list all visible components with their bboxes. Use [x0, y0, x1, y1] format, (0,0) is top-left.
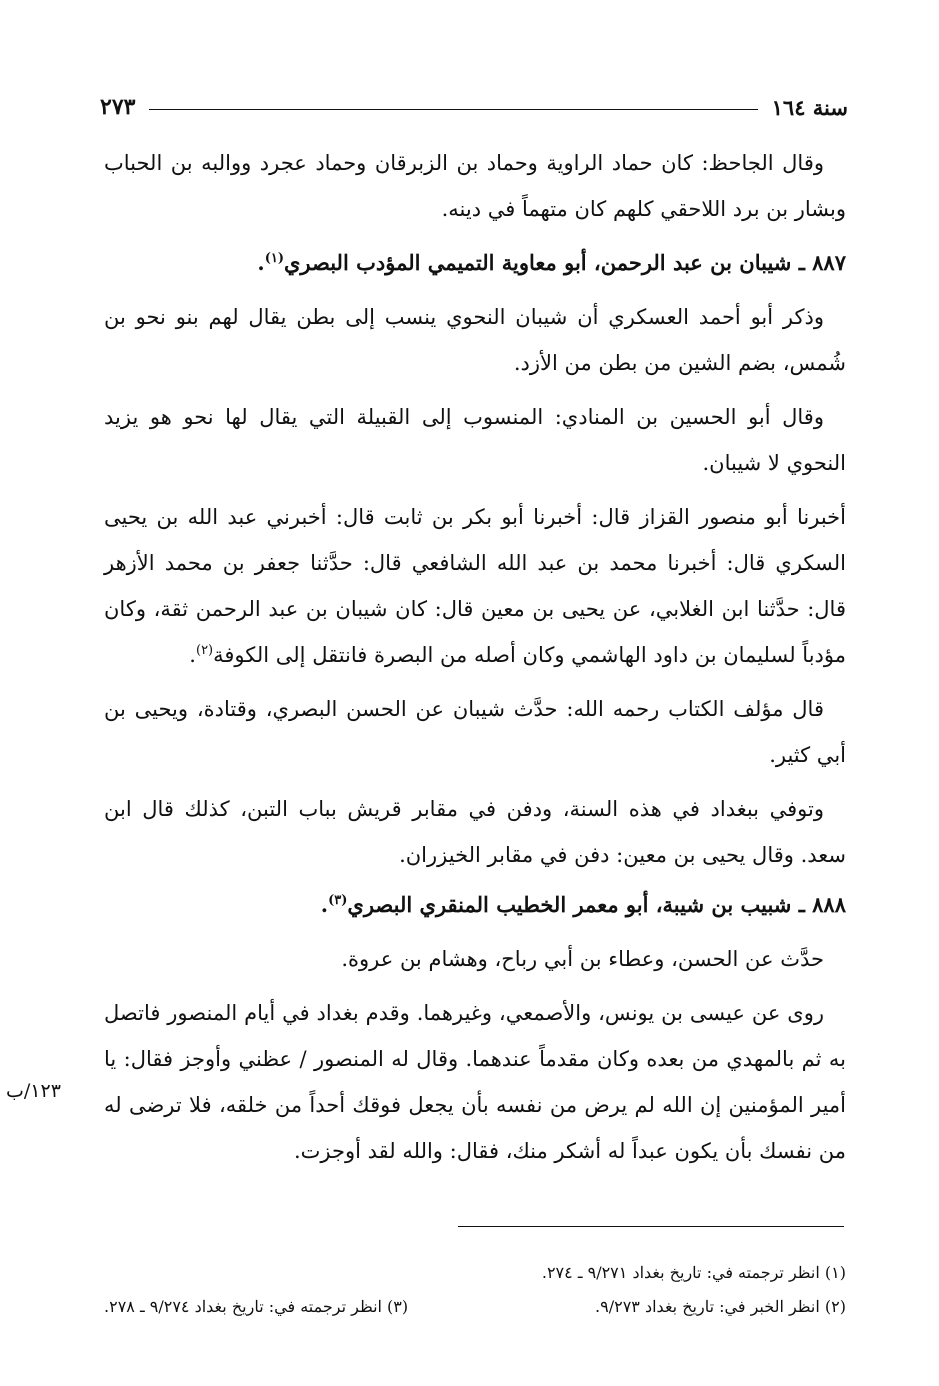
entry-heading-887: ٨٨٧ ـ شيبان بن عبد الرحمن، أبو معاوية التميمي المؤدب البصري$^{(١)}$. — [257, 250, 846, 275]
footnote-ref-2: (٢) — [195, 643, 214, 658]
paragraph-munadi: وقال أبو الحسين بن المنادي: المنسوب إلى القبيلة التي يقال لها نحو هو يزيد النحوي لا شيبان. — [104, 405, 846, 475]
footnotes — [104, 1256, 846, 1324]
footnote-ref-1: (١) — [264, 251, 284, 266]
header-rule — [149, 109, 757, 110]
page-number: ٢٧٣ — [100, 94, 136, 120]
paragraph-jahiz: وقال الجاحظ: كان حماد الراوية وحماد بن الزبرقان وحماد عجرد ووالبه بن الحباب وبشار بن برد اللاحقي كلهم كان متهماً في دينه. — [104, 151, 846, 221]
header-year: سنة ١٦٤ — [771, 94, 848, 120]
paragraph-rawa: روى عن عيسى بن يونس، والأصمعي، وغيرهما. وقدم بغداد في أيام المنصور فاتصل به ثم بالمهدي من بعده وكان مقدماً عندهما. وقال له المنصور / عظني وأوجز فقال: يا أمير المؤمنين إن الله لم يرض من نفسه بأن يجعل فوقك أحداً من خلقه، فلا ترضى له من نفسك بأن يكون عبداً له أشكر منك، فقال: والله لقد أوجزت. — [104, 1001, 846, 1163]
footnote-ref-3: (٣) — [328, 893, 348, 908]
footnote-rule — [458, 1226, 844, 1227]
main-text — [104, 140, 846, 1182]
footnote-row — [104, 1290, 846, 1324]
paragraph-death: وتوفي ببغداد في هذه السنة، ودفن في مقابر قريش بباب التبن، كذلك قال ابن سعد. وقال يحيى بن معين: دفن في مقابر الخيزران. — [104, 797, 846, 867]
footnote-row — [104, 1256, 846, 1290]
entry-heading-888: ٨٨٨ ـ شبيب بن شيبة، أبو معمر الخطيب المنقري البصري$^{(٣)}$. — [320, 892, 846, 917]
manuscript-folio-note: ١٢٣/ب — [6, 1080, 61, 1102]
footnote-2: (٢) انظر الخبر في: تاريخ بغداد ٩/٢٧٣. — [595, 1297, 846, 1316]
footnote-1: (١) انظر ترجمته في: تاريخ بغداد ٩/٢٧١ ـ ٢٧٤. — [541, 1263, 846, 1282]
footnote-3: (٣) انظر ترجمته في: تاريخ بغداد ٩/٢٧٤ ـ ٢٧٨. — [104, 1297, 409, 1316]
paragraph-author: قال مؤلف الكتاب رحمه الله: حدَّث شيبان عن الحسن البصري، وقتادة، ويحيى بن أبي كثير. — [104, 697, 846, 767]
running-header — [100, 92, 848, 122]
paragraph-hadath: حدَّث عن الحسن، وعطاء بن أبي رباح، وهشام بن عروة. — [341, 947, 824, 971]
paragraph-isnad: أخبرنا أبو منصور القزاز قال: أخبرنا أبو بكر بن ثابت قال: أخبرني عبد الله بن يحيى السكري قال: أخبرنا محمد بن عبد الله الشافعي قال: حدَّثنا جعفر بن محمد الأزهر قال: حدَّثنا ابن الغلابي، عن يحيى بن معين قال: كان شيبان بن عبد الرحمن ثقة، وكان مؤدباً لسليمان بن داود الهاشمي وكان أصله من البصرة فانتقل إلى الكوفة$^{(٢)}$. — [104, 505, 846, 667]
paragraph-askari: وذكر أبو أحمد العسكري أن شيبان النحوي ينسب إلى بطن يقال لهم بنو نحو بن شُمس، بضم الشين من بطن من الأزد. — [104, 305, 846, 375]
